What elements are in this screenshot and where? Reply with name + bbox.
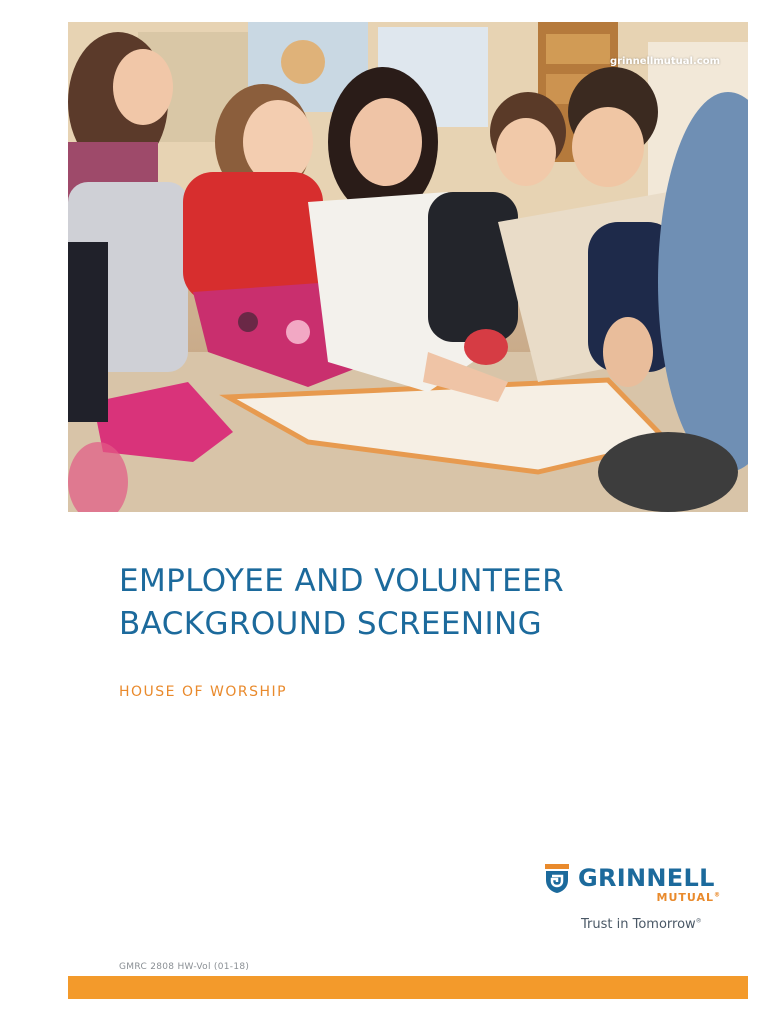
form-code: GMRC 2808 HW-Vol (01-18) [119, 962, 250, 972]
hero-photo [68, 22, 748, 512]
title-line-1: EMPLOYEE AND VOLUNTEER [119, 563, 565, 599]
classroom-photo-icon [68, 22, 748, 512]
brand-subname: MUTUAL® [656, 891, 721, 904]
website-url: grinnellmutual.com [609, 56, 720, 67]
footer-bar [68, 976, 748, 999]
document-subtitle: HOUSE OF WORSHIP [119, 684, 288, 700]
brand-name: GRINNELL [578, 864, 715, 892]
document-title [119, 560, 719, 646]
grinnell-mutual-logo [541, 860, 731, 910]
title-line-2: BACKGROUND SCREENING [119, 606, 543, 642]
grinnell-g-icon [543, 862, 571, 894]
brand-tagline: Trust in Tomorrow® [581, 917, 702, 932]
